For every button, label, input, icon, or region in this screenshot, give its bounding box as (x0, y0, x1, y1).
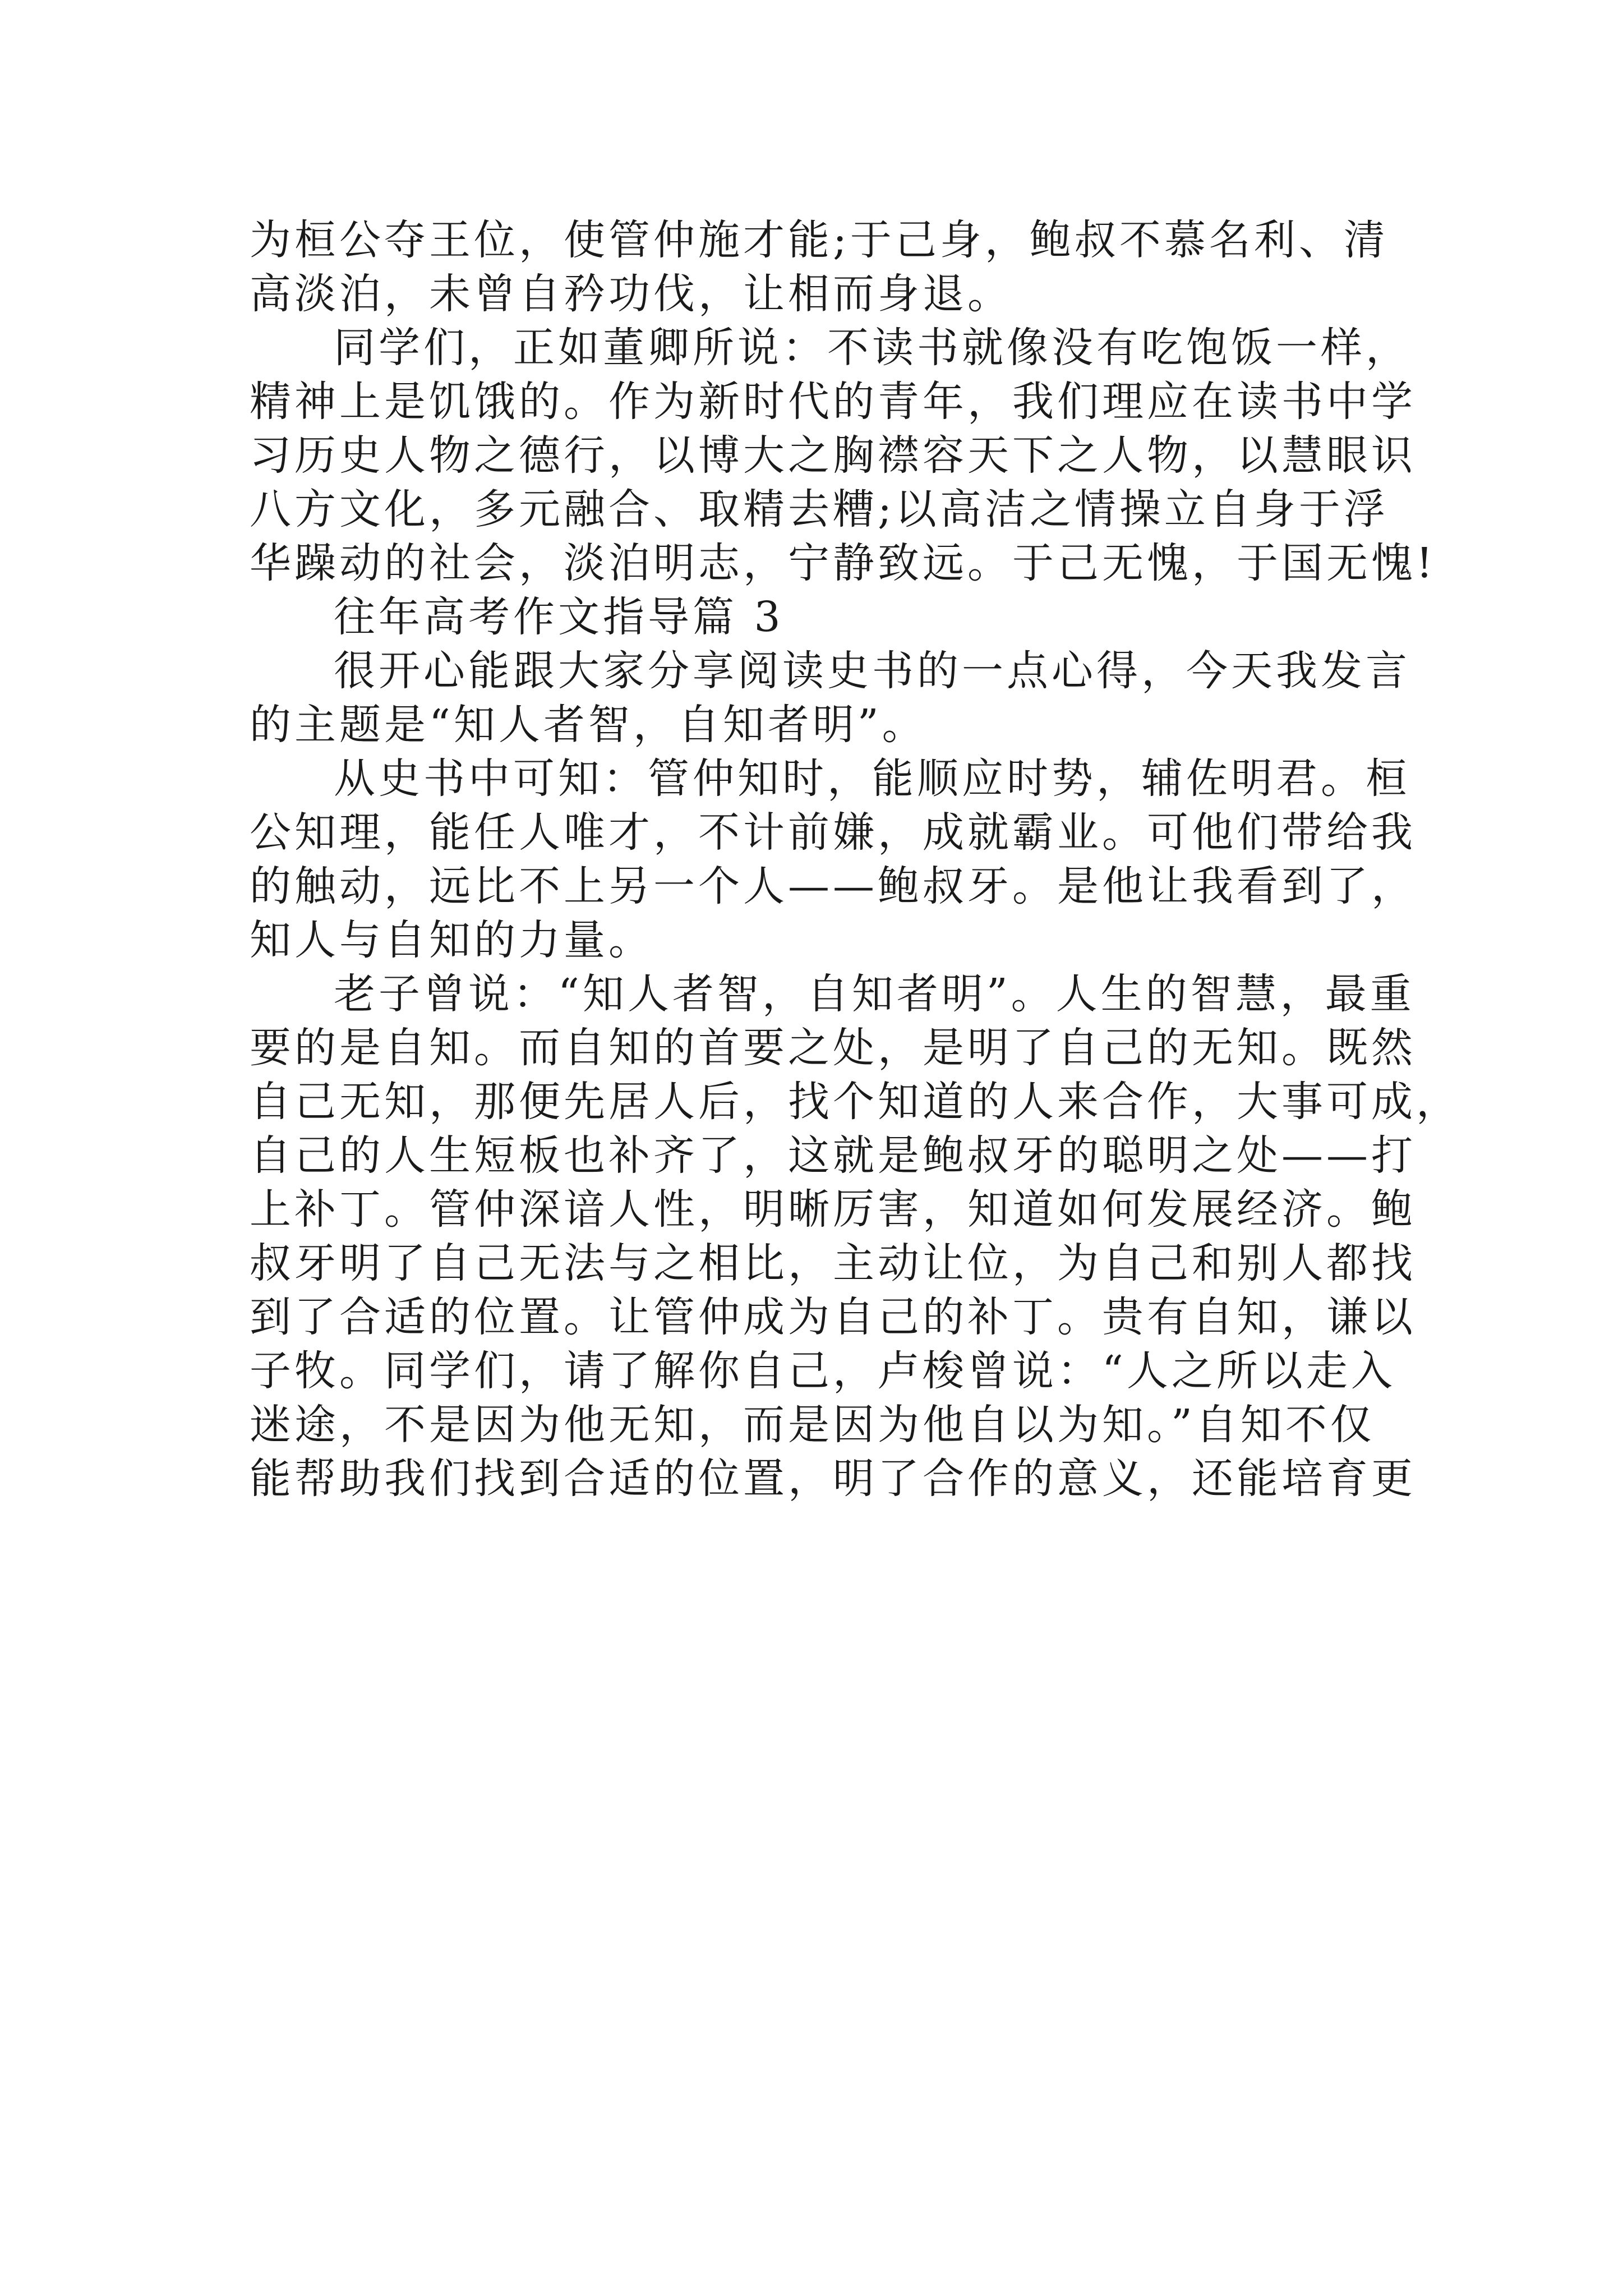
text-line: 自己的人生短板也补齐了，这就是鲍叔牙的聪明之处——打 (250, 1131, 1416, 1180)
text-line: 习历史人物之德行，以博大之胸襟容天下之人物，以慧眼识 (250, 431, 1416, 480)
text-line: 公知理，能任人唯才，不计前嫌，成就霸业。可他们带给我 (250, 808, 1416, 857)
text-line: 上补丁。管仲深谙人性，明晰厉害，知道如何发展经济。鲍 (250, 1185, 1416, 1234)
text-line: 迷途，不是因为他无知，而是因为他自以为知。”自知不仅 (250, 1401, 1375, 1449)
body-text (250, 213, 1461, 1506)
text-line: 高淡泊，未曾自矜功伐，让相而身退。 (250, 270, 1012, 318)
text-line: 很开心能跟大家分享阅读史书的一点心得，今天我发言 (334, 647, 1410, 695)
text-line: 的主题是“知人者智，自知者明”。 (250, 701, 927, 749)
section-heading: 往年高考作文指导篇 3 (334, 593, 784, 641)
text-line: 华躁动的社会，淡泊明志，宁静致远。于己无愧，于国无愧! (250, 539, 1436, 587)
text-line: 为桓公夺王位，使管仲施才能;于己身，鲍叔不慕名利、清 (250, 216, 1389, 264)
text-line: 的触动，远比不上另一个人——鲍叔牙。是他让我看到了， (250, 862, 1416, 910)
text-line: 精神上是饥饿的。作为新时代的青年，我们理应在读书中学 (250, 378, 1416, 426)
text-line: 要的是自知。而自知的首要之处，是明了自己的无知。既然 (250, 1024, 1416, 1072)
text-line: 能帮助我们找到合适的位置，明了合作的意义，还能培育更 (250, 1455, 1416, 1503)
text-line: 八方文化，多元融合、取精去糟;以高洁之情操立自身于浮 (250, 485, 1389, 533)
text-line: 同学们，正如董卿所说：不读书就像没有吃饱饭一样， (334, 324, 1410, 372)
text-line: 从史书中可知：管仲知时，能顺应时势，辅佐明君。桓 (334, 754, 1410, 803)
text-line: 到了合适的位置。让管仲成为自己的补丁。贵有自知，谦以 (250, 1293, 1416, 1341)
text-line: 老子曾说：“知人者智，自知者明”。人生的智慧，最重 (334, 970, 1415, 1018)
text-line: 自己无知，那便先居人后，找个知道的人来合作，大事可成， (250, 1078, 1461, 1126)
text-line: 子牧。同学们，请了解你自己，卢梭曾说：“人之所以走入 (250, 1347, 1396, 1395)
text-line: 知人与自知的力量。 (250, 916, 653, 964)
text-line: 叔牙明了自己无法与之相比，主动让位，为自己和别人都找 (250, 1239, 1416, 1287)
